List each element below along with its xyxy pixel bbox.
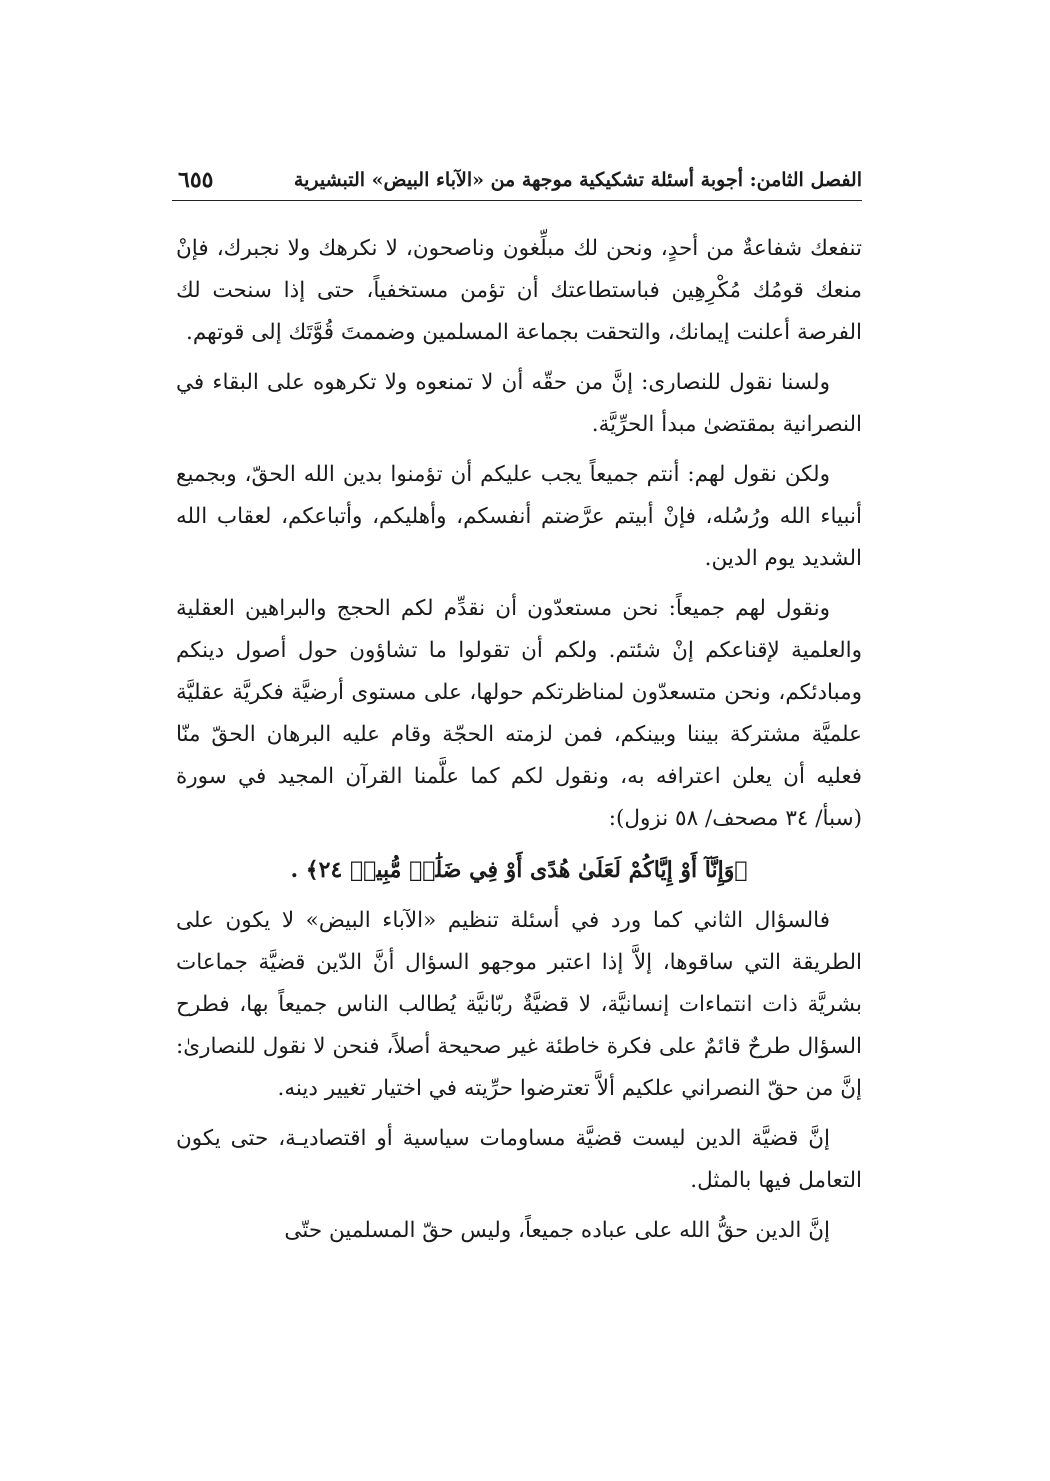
paragraph-5: فالسؤال الثاني كما ورد في أسئلة تنظيم «الآباء البيض» لا يكون على الطريقة التي ساقوها، إلاَّ إذا اعتبر موجهو السؤال أنَّ الدّين قضيَّة جماعات بشريَّة ذات انتماءات إنسانيَّة، لا قضيَّةٌ ربّانيَّة يُطالب الناس جميعاً بها، فطرح السؤال طرحٌ قائمٌ على فكرة خاطئة غير صحيحة أصلاً، فنحن لا نقول للنصارىٰ: إنَّ من حقّ النصراني علكيم ألاَّ تعترضوا حرِّيته في اختيار تغيير دينه.: [176, 908, 862, 1101]
paragraph-2: ولسنا نقول للنصارى: إنَّ من حقّه أن لا تمنعوه ولا تكرهوه على البقاء في النصرانية بمقتضىٰ مبدأ الحرِّيَّة.: [176, 370, 862, 437]
paragraph-7: إنَّ الدين حقُّ الله على عباده جميعاً، وليس حقّ المسلمين حتّى: [284, 1218, 830, 1243]
paragraph-6: إنَّ قضيَّة الدين ليست قضيَّة مساومات سياسية أو اقتصاديـة، حتى يكون التعامل فيها بالمثل.: [176, 1126, 862, 1193]
quran-verse: ﴿وَإِنَّآ أَوْ إِيَّاكُمْ لَعَلَىٰ هُدًى أَوْ فِي ضَلَٰلٖ مُّبِينٖ ٢٤﴾ .: [290, 857, 748, 883]
page-number: ٦٥٥: [178, 167, 214, 193]
paragraph-1: تنفعك شفاعةٌ من أحدٍ، ونحن لك مبلِّغون وناصحون، لا نكرهك ولا نجبرك، فإنْ منعك قومُك مُكْرِهِين فباستطاعتك أن تؤمن مستخفياً، حتى إذا سنحت لك الفرصة أعلنت إيمانك، والتحقت بجماعة المسلمين وضممتَ قُوَّتَك إلى قوتهم.: [176, 236, 862, 345]
header-divider: [172, 200, 862, 201]
body-text: [176, 228, 862, 1260]
paragraph-4: ونقول لهم جميعاً: نحن مستعدّون أن نقدِّم لكم الحجج والبراهين العقلية والعلمية لإقناعكم إنْ شئتم. ولكم أن تقولوا ما تشاؤون حول أصول دينكم ومبادئكم، ونحن متسعدّون لمناظرتكم حولها، على مستوى أرضيَّة فكريَّة عقليَّة علميَّة مشتركة بيننا وبينكم، فمن لزمته الحجّة وقام عليه البرهان الحقّ منّا فعليه أن يعلن اعترافه به، ونقول لكم كما علَّمنا القرآن المجيد في سورة (سبأ/ ٣٤ مصحف/ ٥٨ نزول):: [176, 596, 862, 831]
running-title: الفصل الثامن: أجوبة أسئلة تشكيكية موجهة من «الآباء البيض» التبشيرية: [293, 169, 862, 191]
running-head: [172, 160, 862, 200]
paragraph-3: ولكن نقول لهم: أنتم جميعاً يجب عليكم أن تؤمنوا بدين الله الحقّ، وبجميع أنبياء الله ورُسُله، فإنْ أبيتم عرَّضتم أنفسكم، وأهليكم، وأتباعكم، لعقاب الله الشديد يوم الدين.: [176, 462, 862, 571]
